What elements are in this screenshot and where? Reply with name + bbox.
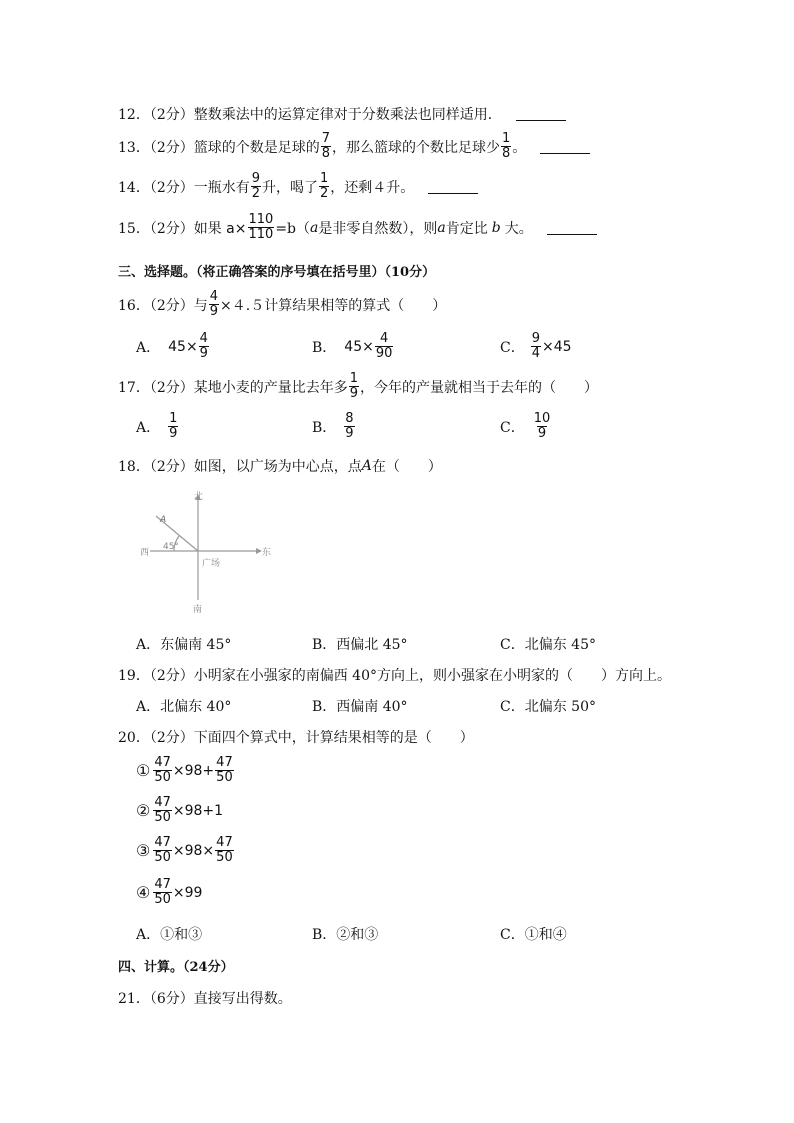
expression-text: ×98+ xyxy=(172,762,215,779)
option-label: C． xyxy=(500,339,525,356)
option-c[interactable] xyxy=(500,696,596,716)
numerator: 1 xyxy=(320,171,329,186)
option-text: B．西偏北 45° xyxy=(312,637,408,653)
question-text: 整数乘法中的运算定律对于分数乘法也同样适用． xyxy=(193,107,502,123)
option-expr: 45× xyxy=(344,338,374,355)
fraction xyxy=(209,290,219,319)
question-text: 肯定比 xyxy=(445,220,488,237)
option-b[interactable] xyxy=(312,696,408,716)
numerator: 47 xyxy=(154,877,171,892)
fraction xyxy=(251,172,261,201)
option-c[interactable] xyxy=(500,634,596,654)
numerator: 8 xyxy=(345,411,354,426)
question-18 xyxy=(118,456,442,476)
option-a[interactable] xyxy=(136,634,231,654)
numerator: 110 xyxy=(248,212,274,227)
question-number: 15．（2分） xyxy=(118,220,194,237)
south-label: 南 xyxy=(193,605,203,615)
question-17 xyxy=(118,372,598,401)
question-number: 19．（2分） xyxy=(118,668,194,684)
option-c[interactable] xyxy=(500,924,567,944)
denominator: 50 xyxy=(154,850,171,865)
question-text: ，今年的产量就相当于去年的（ ） xyxy=(360,379,599,396)
question-number: 14．（2分） xyxy=(118,179,194,196)
option-expr: 45× xyxy=(168,338,198,355)
numerator: 10 xyxy=(533,411,551,426)
question-16 xyxy=(118,290,446,319)
numerator: 1 xyxy=(169,411,178,426)
question-number: 13．（2分） xyxy=(118,139,194,156)
fraction xyxy=(248,213,275,242)
denominator: 2 xyxy=(251,186,261,201)
denominator: 8 xyxy=(321,146,331,161)
denominator: 2 xyxy=(320,186,329,201)
denominator: 50 xyxy=(154,810,171,825)
fraction xyxy=(533,412,552,441)
expression-text: ×98× xyxy=(172,842,215,859)
fraction xyxy=(501,132,511,161)
question-number: 20．（2分） xyxy=(118,730,194,746)
question-text: 。 xyxy=(512,139,527,156)
question-text: 升，喝了 xyxy=(262,179,319,196)
option-label: A． xyxy=(136,339,161,356)
question-text: ×４.５计算结果相等的算式（ ） xyxy=(220,297,447,314)
question-text: 直接写出得数。 xyxy=(193,991,292,1007)
denominator: 9 xyxy=(209,304,219,319)
fraction xyxy=(199,332,209,361)
question-15 xyxy=(118,213,597,242)
fraction xyxy=(319,172,329,201)
expression-2 xyxy=(136,796,223,825)
expression-marker: ③ xyxy=(136,841,151,860)
question-text: 与 xyxy=(193,297,208,314)
option-a[interactable] xyxy=(136,696,231,716)
denominator: 50 xyxy=(154,892,171,907)
numerator: 4 xyxy=(379,331,389,346)
denominator: 9 xyxy=(199,346,208,361)
question-text: 小明家在小强家的南偏西 40°方向上，则小强家在小明家的（ ）方向上。 xyxy=(193,668,671,684)
question-number: 21．（6分） xyxy=(118,991,194,1007)
question-number: 16．（2分） xyxy=(118,297,194,314)
option-text: A．①和③ xyxy=(136,927,203,943)
expression-text: ×99 xyxy=(172,884,203,901)
option-c[interactable] xyxy=(500,412,552,441)
option-text: C．①和④ xyxy=(500,927,567,943)
option-b[interactable] xyxy=(312,412,356,441)
option-text: C．北偏东 45° xyxy=(500,637,596,653)
question-text: 某地小麦的产量比去年多 xyxy=(193,379,348,396)
fraction xyxy=(153,836,172,865)
option-a[interactable] xyxy=(136,332,210,361)
direction-diagram xyxy=(138,488,278,618)
denominator: 110 xyxy=(248,227,274,242)
fraction xyxy=(153,756,172,785)
question-19 xyxy=(118,665,671,685)
numerator: 9 xyxy=(531,331,540,346)
numerator: 47 xyxy=(154,795,171,810)
variable: A xyxy=(361,458,372,474)
question-14 xyxy=(118,172,478,201)
option-text: C．北偏东 50° xyxy=(500,699,596,715)
question-text: 篮球的个数是足球的 xyxy=(193,139,320,156)
option-text: B．②和③ xyxy=(312,927,379,943)
numerator: 47 xyxy=(216,755,233,770)
option-expr: ×45 xyxy=(542,338,572,355)
denominator: 50 xyxy=(216,770,233,785)
question-text: ，那么篮球的个数比足球少 xyxy=(332,139,501,156)
numerator: 7 xyxy=(321,131,331,146)
option-text: B．西偏南 40° xyxy=(312,699,408,715)
fraction xyxy=(344,412,354,441)
question-20 xyxy=(118,727,474,747)
fraction xyxy=(153,878,172,907)
question-text: 是非零自然数），则 xyxy=(318,220,438,237)
option-label: B． xyxy=(312,419,337,436)
expression-3 xyxy=(136,836,235,865)
question-text: 一瓶水有 xyxy=(193,179,250,196)
numerator: 4 xyxy=(199,331,208,346)
expression-marker: ② xyxy=(136,801,151,820)
numerator: 9 xyxy=(251,171,261,186)
fraction xyxy=(153,796,172,825)
question-text: 如图，以广场为中心点，点 xyxy=(193,459,362,475)
option-label: B． xyxy=(312,339,337,356)
numerator: 47 xyxy=(154,835,171,850)
section-heading: 三、选择题。（将正确答案的序号填在括号里）（10分） xyxy=(118,265,436,280)
denominator: 50 xyxy=(154,770,171,785)
expression-marker: ④ xyxy=(136,883,151,902)
question-number: 17．（2分） xyxy=(118,379,194,396)
answer-blank[interactable] xyxy=(516,119,566,121)
option-a[interactable] xyxy=(136,924,202,944)
fraction xyxy=(349,372,359,401)
question-number: 18．（2分） xyxy=(118,459,194,475)
question-number: 12．（2分） xyxy=(118,107,194,123)
numerator: 47 xyxy=(216,835,233,850)
answer-blank[interactable] xyxy=(428,192,478,194)
question-text: 在（ ） xyxy=(371,459,442,475)
denominator: 50 xyxy=(216,850,233,865)
variable: a xyxy=(437,219,446,236)
angle-label: 45° xyxy=(163,542,179,552)
question-text: ，还剩４升。 xyxy=(330,179,415,196)
numerator: 47 xyxy=(154,755,171,770)
question-21 xyxy=(118,988,292,1008)
option-label: A． xyxy=(136,419,161,436)
denominator: 9 xyxy=(169,426,178,441)
fraction xyxy=(215,836,234,865)
option-b[interactable] xyxy=(312,924,378,944)
option-text: A．北偏东 40° xyxy=(136,699,232,715)
west-label: 西 xyxy=(140,548,150,558)
expression-text: ×98+1 xyxy=(172,802,224,819)
denominator: 90 xyxy=(375,346,393,361)
variable: a xyxy=(310,219,319,236)
east-label: 东 xyxy=(262,548,272,558)
numerator: 1 xyxy=(349,371,359,386)
option-text: A．东偏南 45° xyxy=(136,637,232,653)
question-text: =b（ xyxy=(275,220,311,237)
north-label: 北 xyxy=(194,492,204,502)
fraction xyxy=(321,132,331,161)
option-b[interactable] xyxy=(312,332,394,361)
section-heading: 四、计算。（24分） xyxy=(118,960,234,975)
denominator: 4 xyxy=(531,346,540,361)
fraction xyxy=(531,332,541,361)
denominator: 9 xyxy=(537,426,547,441)
question-text: 如果 a× xyxy=(193,220,247,237)
answer-blank[interactable] xyxy=(547,233,597,235)
variable: b xyxy=(491,219,501,236)
fraction xyxy=(215,756,234,785)
expression-1 xyxy=(136,756,235,785)
option-label: C． xyxy=(500,419,525,436)
expression-4 xyxy=(136,878,202,907)
question-12 xyxy=(118,104,566,124)
option-c[interactable] xyxy=(500,332,572,361)
option-b[interactable] xyxy=(312,634,408,654)
expression-marker: ① xyxy=(136,761,151,780)
denominator: 9 xyxy=(349,386,359,401)
question-13 xyxy=(118,132,590,161)
answer-blank[interactable] xyxy=(540,152,590,154)
point-a-label: A xyxy=(160,515,167,525)
denominator: 9 xyxy=(345,426,354,441)
question-text: 下面四个算式中，计算结果相等的是（ ） xyxy=(193,730,474,746)
fraction xyxy=(375,332,394,361)
numerator: 4 xyxy=(209,289,219,304)
denominator: 8 xyxy=(502,146,511,161)
option-a[interactable] xyxy=(136,412,179,441)
numerator: 1 xyxy=(502,131,511,146)
fraction xyxy=(168,412,178,441)
question-text: 大。 xyxy=(504,220,533,237)
center-label: 广场 xyxy=(202,559,221,569)
